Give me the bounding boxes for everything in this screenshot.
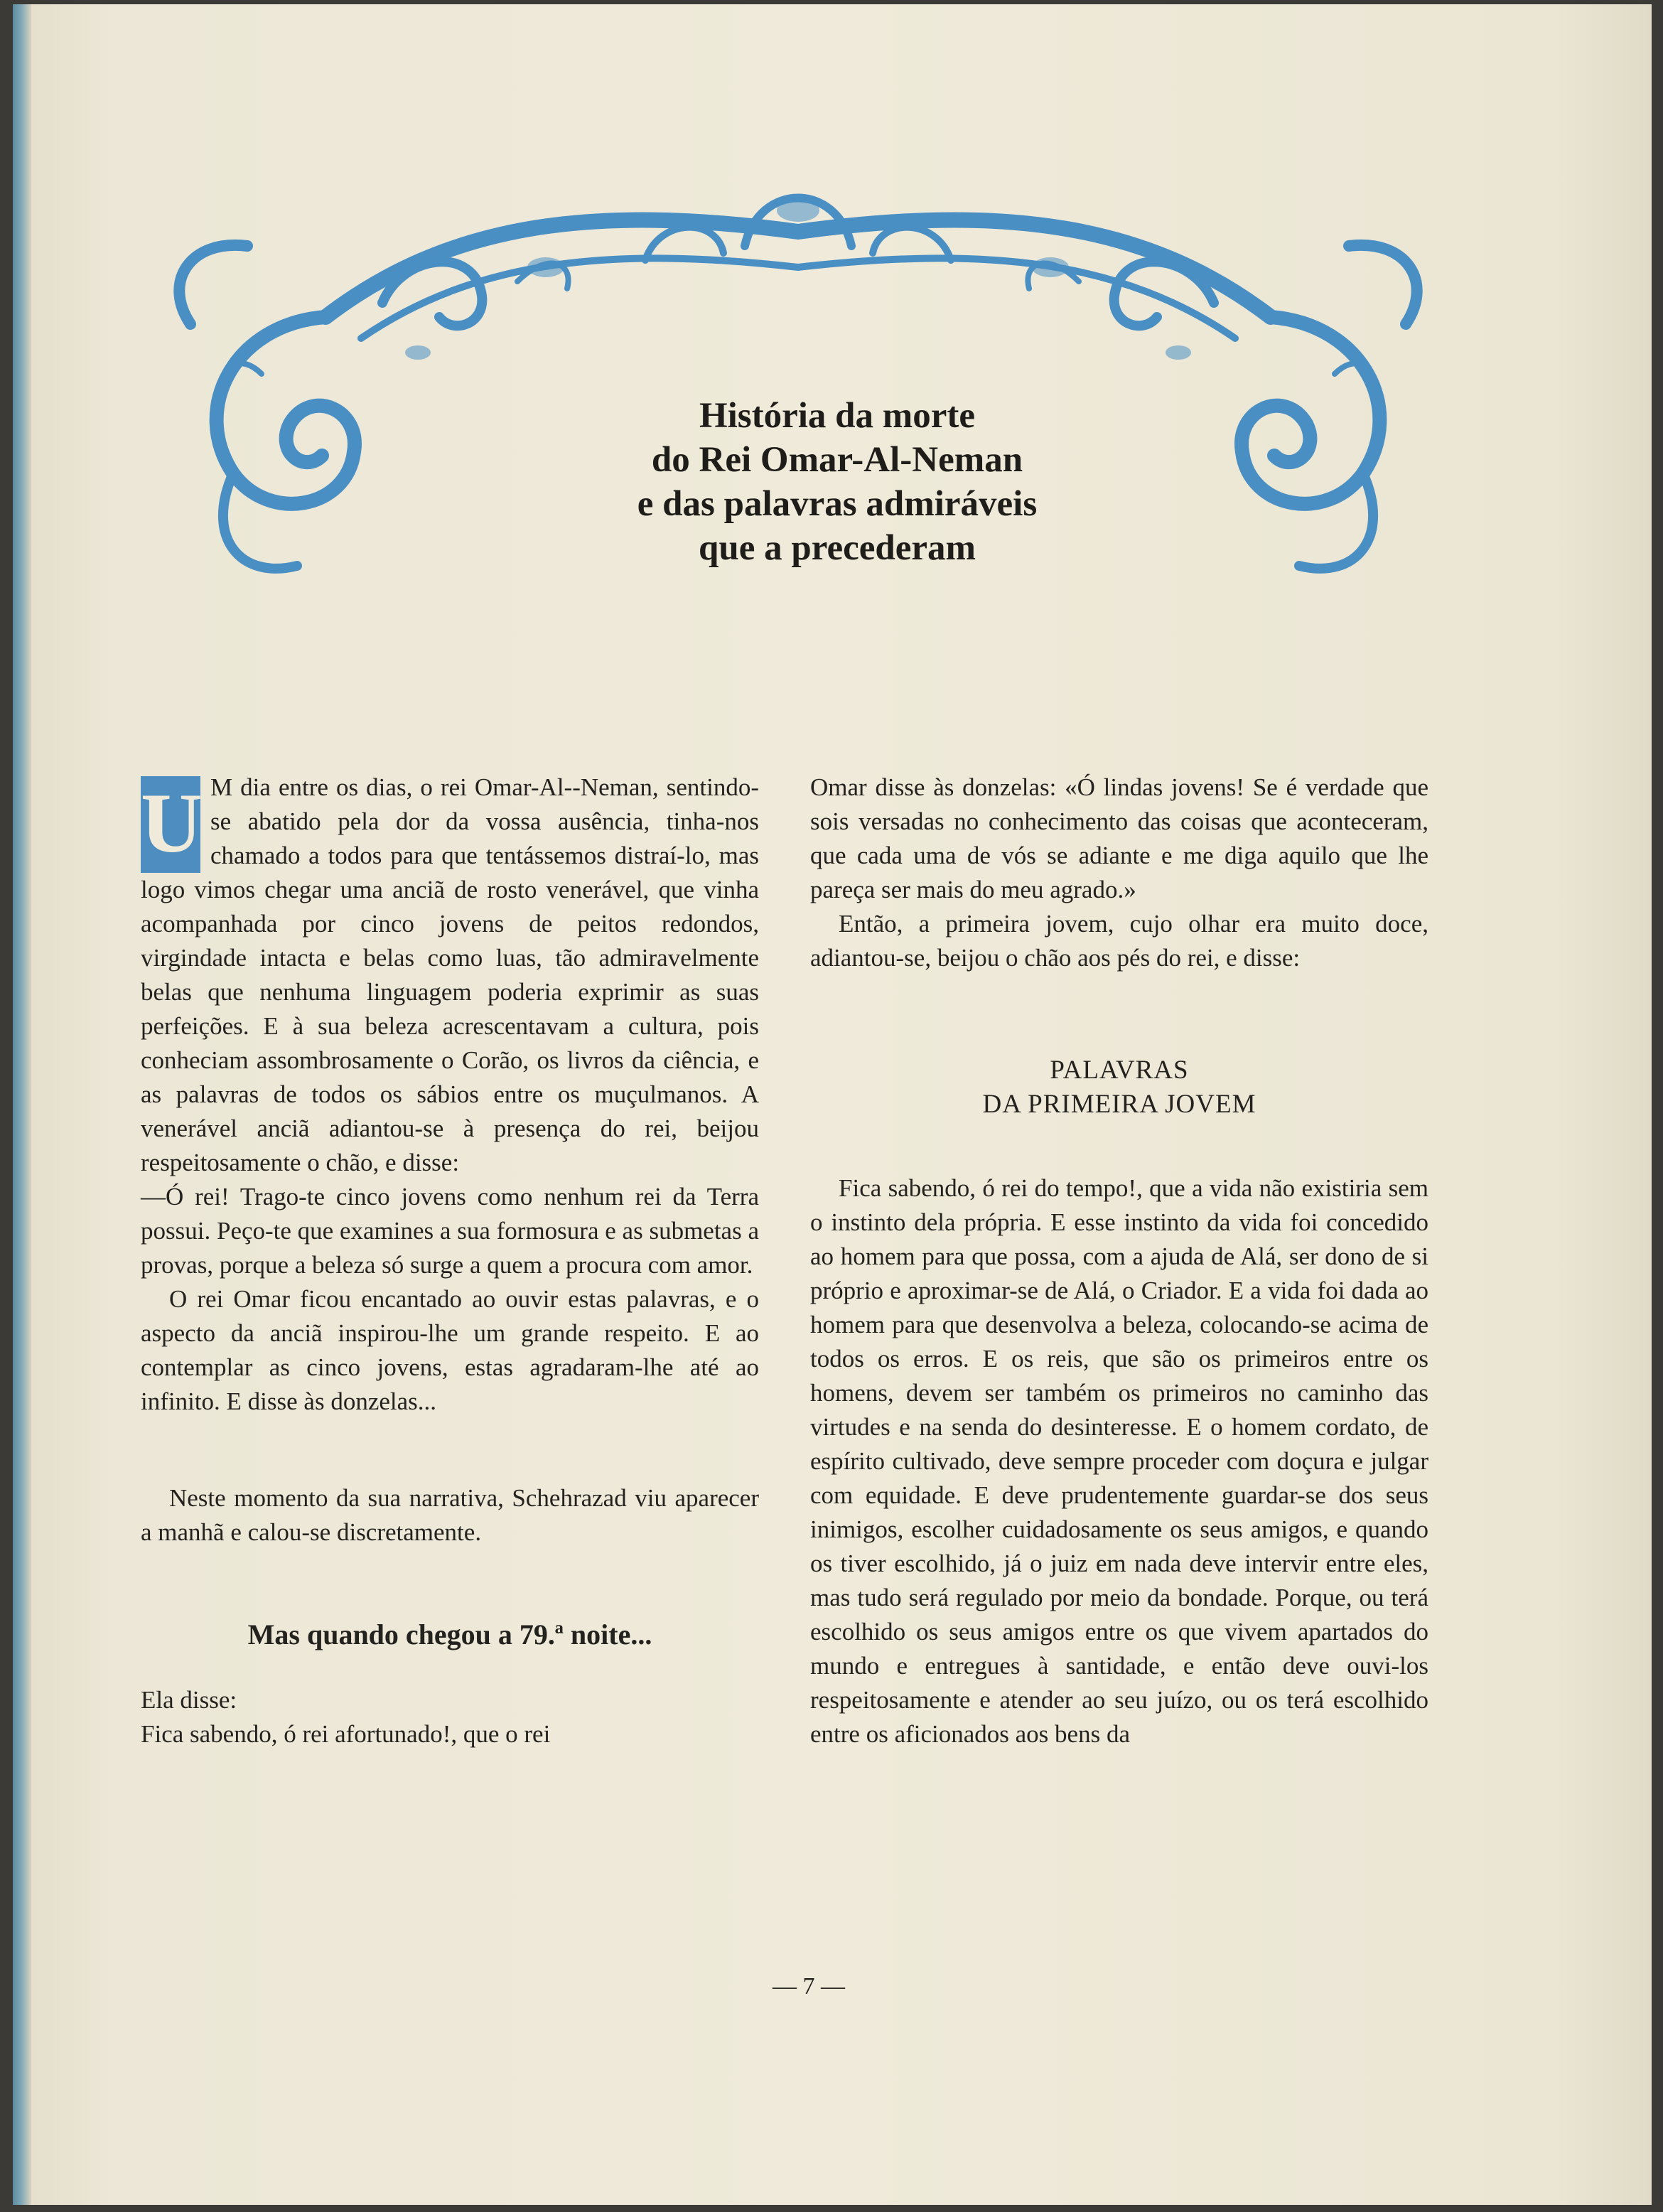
narrative-break-paragraph: Neste momento da sua narrativa, Schehrazad viu aparecer a manhã e calou-se discretamente. — [141, 1484, 759, 1546]
section-subheading — [810, 1053, 1428, 1122]
title-line-4: que a precederam — [699, 528, 976, 568]
paragraph: Omar disse às donzelas: «Ó lindas jovens! Se é verdade que sois versadas no conhecimento das coisas que aconteceram, que cada uma de vós se adiante e me diga aquilo que lhe pareça ser mais do meu agrado.» — [810, 773, 1428, 903]
spacer — [141, 1419, 759, 1481]
subheading-line-1: PALAVRAS — [1050, 1056, 1189, 1085]
title-line-2: do Rei Omar-Al-Neman — [651, 440, 1023, 480]
spacer — [141, 1550, 759, 1618]
paragraph: Fica sabendo, ó rei do tempo!, que a vida não existiria sem o instinto dela própria. E esse instinto da vida foi concedido ao homem para que possa, com a ajuda de Alá, ser dono de si próprio e aproximar-se de Alá, o Criador. E a vida foi dada ao homem para que desenvolva a beleza, colocando-se acima de todos os erros. E os reis, que são os primeiros entre os homens, devem ser também os primeiros no caminho das virtudes e na senda do desinteresse. E o homem cordato, de espírito cultivado, deve sempre proceder com doçura e julgar com equidade. E deve prudentemente guardar-se dos seus inimigos, escolher cuidadosamente os seus amigos, e quando os tiver escolhido, já o juiz em nada deve intervir entre eles, mas tudo será regulado por meio da bondade. Porque, ou terá escolhido os seus amigos entre os que vivem apartados do mundo e entregues à santidade, e então deve ouvi-los respeitosamente e atender ao seu juízo, ou os terá escolhido entre os aficionados aos bens da — [810, 1174, 1428, 1748]
paragraph: Fica sabendo, ó rei afortunado!, que o rei — [141, 1720, 551, 1748]
story-title — [482, 394, 1193, 570]
paragraph: O rei Omar ficou encantado ao ouvir estas palavras, e o aspecto da anciã inspirou-lhe um grande respeito. E ao contemplar as cinco jovens, estas agradaram-lhe até ao infinito. E disse às donzelas... — [141, 1285, 759, 1415]
title-line-3: e das palavras admiráveis — [637, 484, 1038, 524]
left-column — [141, 771, 759, 1751]
opening-paragraph — [141, 771, 759, 1180]
opening-paragraph-text: M dia entre os dias, o rei Omar-Al--Neman, sentindo-se abatido pela dor da vossa ausência, tinha-nos chamado a todos para que tentássemos distraí-lo, mas logo vimos chegar uma anciã de rosto venerável, que vinha acompanhada por cinco jovens de peitos redondos, virgindade intacta e belas como luas, tão admiravelmente belas que nenhuma linguagem poderia exprimir as suas perfeições. E à sua beleza acrescentavam a cultura, pois conheciam assombrosamente o Corão, os livros da ciência, e as palavras de todos os sábios entre os muçulmanos. A venerável anciã adiantou-se à presença do rei, beijou respeitosamente o chão, e disse: — [141, 773, 759, 1176]
night-heading: Mas quando chegou a 79.ª noite... — [247, 1618, 652, 1650]
paragraph: —Ó rei! Trago-te cinco jovens como nenhum rei da Terra possui. Peço-te que examines a sua formosura e as submetas a provas, porque a beleza só surge a quem a procura com amor. — [141, 1183, 759, 1279]
paragraph: Ela disse: — [141, 1686, 237, 1714]
book-binding-edge — [13, 4, 31, 2205]
subheading-line-2: DA PRIMEIRA JOVEM — [982, 1090, 1256, 1119]
title-line-1: História da morte — [699, 396, 976, 436]
page-number: — 7 — — [773, 1973, 845, 1999]
drop-cap: U — [141, 776, 200, 873]
right-column — [810, 771, 1428, 1751]
book-page — [13, 4, 1652, 2205]
paragraph: Então, a primeira jovem, cujo olhar era muito doce, adiantou-se, beijou o chão aos pés do rei, e disse: — [810, 910, 1428, 972]
